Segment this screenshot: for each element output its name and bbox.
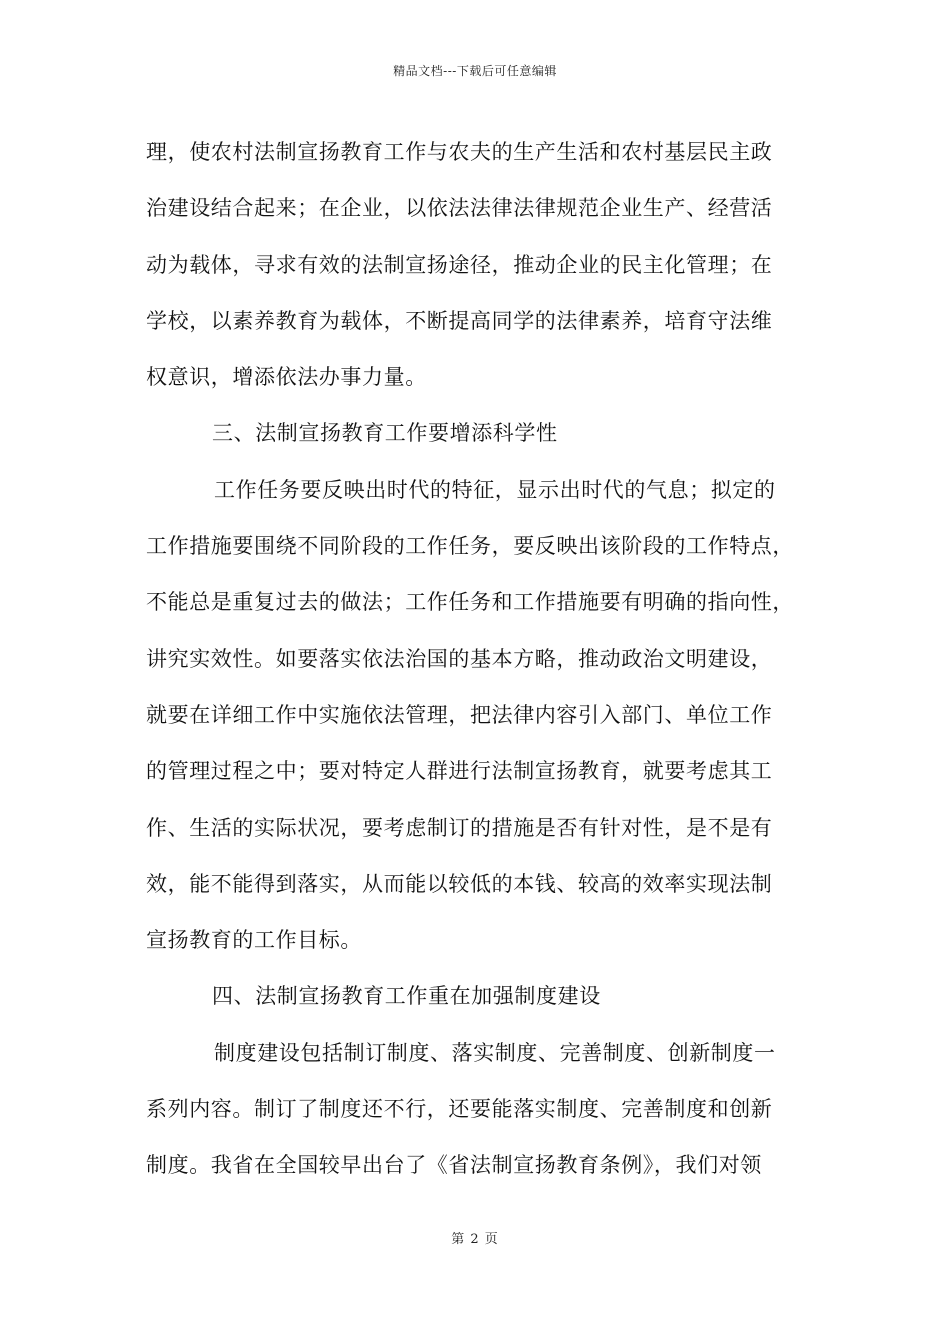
paragraph-first-line: 工作任务要反映出时代的特征，显示出时代的气息；拟定的 (214, 477, 776, 502)
text-line: 权意识，增添依法办事力量。 (146, 365, 427, 390)
text-line: 工作措施要围绕不同阶段的工作任务，要反映出该阶段的工作特点， (146, 534, 794, 559)
text-line: 的管理过程之中；要对特定人群进行法制宣扬教育，就要考虑其工 (146, 759, 773, 784)
text-line: 系列内容。制订了制度还不行，还要能落实制度、完善制度和创新 (146, 1097, 773, 1122)
text-line: 治建设结合起来；在企业，以依法法律法律规范企业生产、经营活 (146, 196, 773, 221)
text-line: 作、生活的实际状况，要考虑制订的措施是否有针对性，是不是有 (146, 815, 773, 840)
text-line: 制度。我省在全国较早出台了《省法制宣扬教育条例》，我们对领 (146, 1153, 762, 1178)
section-heading: 四、法制宣扬教育工作重在加强制度建设 (212, 984, 601, 1009)
text-line: 就要在详细工作中实施依法管理，把法律内容引入部门、单位工作 (146, 702, 773, 727)
document-body (146, 130, 818, 1200)
text-line: 效，能不能得到落实，从而能以较低的本钱、较高的效率实现法制 (146, 871, 773, 896)
text-line: 动为载体，寻求有效的法制宣扬途径，推动企业的民主化管理；在 (146, 252, 773, 277)
section-heading: 三、法制宣扬教育工作要增添科学性 (212, 421, 558, 446)
text-line: 学校，以素养教育为载体，不断提高同学的法律素养，培育守法维 (146, 308, 773, 333)
page-number: 第 2 页 (451, 1232, 499, 1247)
text-line: 不能总是重复过去的做法；工作任务和工作措施要有明确的指向性， (146, 590, 794, 615)
page-header: 精品文档---下载后可任意编辑 (393, 64, 557, 78)
text-line: 讲究实效性。如要落实依法治国的基本方略，推动政治文明建设， (146, 646, 773, 671)
text-line: 宣扬教育的工作目标。 (146, 928, 362, 953)
paragraph-first-line: 制度建设包括制订制度、落实制度、完善制度、创新制度一 (214, 1040, 776, 1065)
text-line: 理，使农村法制宣扬教育工作与农夫的生产生活和农村基层民主政 (146, 140, 773, 164)
